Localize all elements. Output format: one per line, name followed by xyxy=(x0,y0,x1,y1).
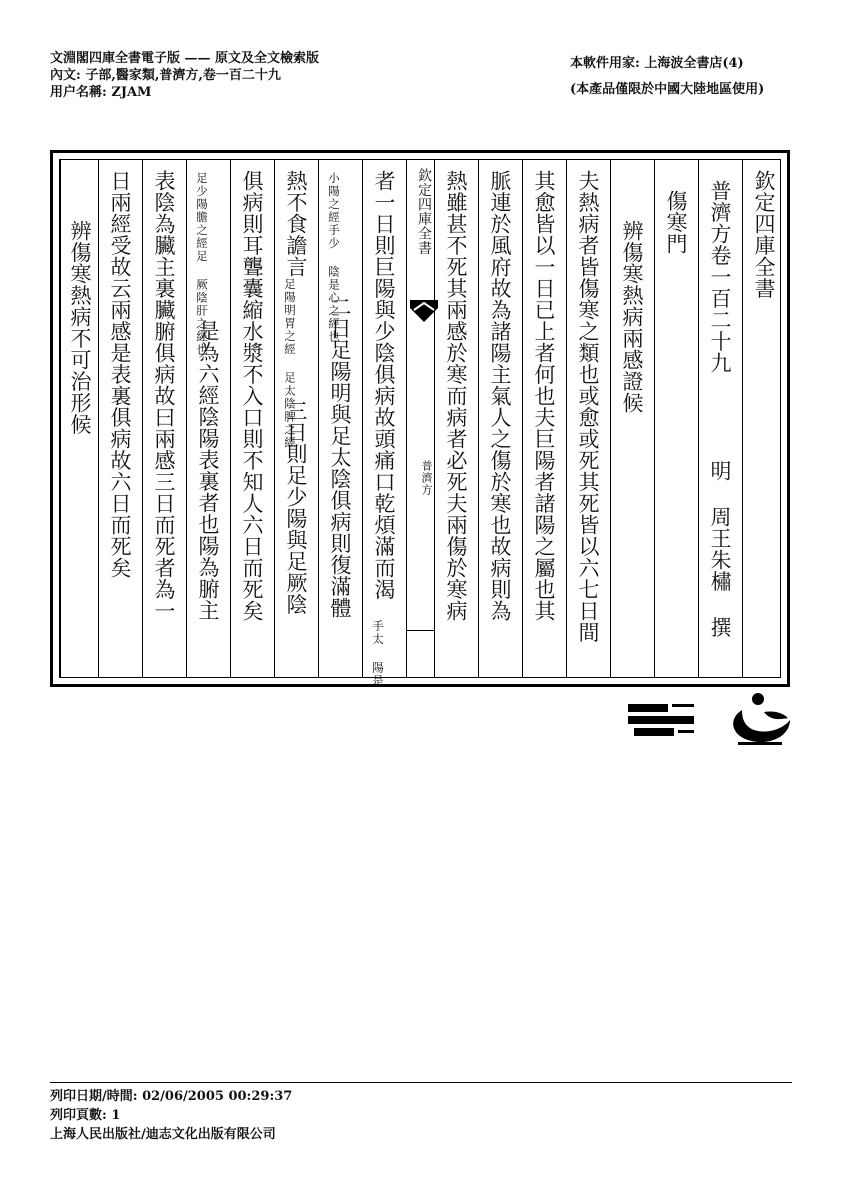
region-notice: (本產品僅限於中國大陸地區使用) xyxy=(570,82,765,97)
next-section-title: 辨傷寒熱病不可治形候 xyxy=(68,220,92,435)
column-12 xyxy=(230,160,274,677)
column-3 xyxy=(654,160,698,677)
text-column-6: 其愈皆以一日已上者何也夫巨陽者諸陽之屬也其 xyxy=(532,170,556,622)
column-5 xyxy=(566,160,610,677)
book-title: 欽定四庫全書 xyxy=(752,170,776,299)
text-column-11a: 熱不食譫言 xyxy=(284,170,308,278)
annotation-column-11: 足陽明胃之經 足太陰脾之經 xyxy=(283,278,297,450)
text-column-12: 俱病則耳聾囊縮水漿不入口則不知人六日而死矣 xyxy=(240,170,264,622)
publisher-logo-bars-icon xyxy=(628,700,698,742)
content-path: 內文: 子部,醫家類,普濟方,卷一百二十九 xyxy=(50,68,281,83)
column-16 xyxy=(60,160,98,677)
print-page-count: 列印頁數: 1 xyxy=(50,1108,121,1123)
center-book-title: 欽定四庫全書 xyxy=(416,168,432,255)
column-10 xyxy=(318,160,362,677)
section-title: 傷寒門 xyxy=(664,190,688,255)
column-4 xyxy=(610,160,654,677)
author-line: 明 周王朱橚 撰 xyxy=(708,460,732,638)
column-13 xyxy=(186,160,230,677)
header-right xyxy=(570,55,800,107)
text-column-5: 夫熱病者皆傷寒之類也或愈或死其死皆以六七日間 xyxy=(576,170,600,643)
chapter-title: 普濟方卷一百二十九 xyxy=(708,180,732,374)
scan-page-inner xyxy=(59,159,781,688)
edition-title: 文淵閣四庫全書電子版 —— 原文及全文檢索版 xyxy=(50,51,320,66)
column-2 xyxy=(698,160,742,677)
column-6 xyxy=(522,160,566,677)
text-column-7: 脈連於風府故為諸陽主氣人之傷於寒也故病則為 xyxy=(488,170,512,622)
publisher-logo-swirl-icon xyxy=(724,690,794,748)
footer-divider xyxy=(50,1082,792,1083)
column-9 xyxy=(362,160,406,688)
annotation-column-10: 小陽之經手少 陰是心之經也 xyxy=(327,172,341,344)
text-column-10: 二日足陽明與足太陰俱病則復滿體 xyxy=(328,296,352,619)
annotation-column-9: 手太 陽是 xyxy=(371,620,385,688)
column-1 xyxy=(742,160,786,677)
text-column-9: 者一日則巨陽與少陰俱病故頭痛口乾煩滿而渴 xyxy=(372,170,396,600)
center-book-name: 普濟方 xyxy=(420,460,433,496)
fish-tail-mark-icon xyxy=(410,300,438,322)
column-11 xyxy=(274,160,318,677)
column-7 xyxy=(478,160,522,677)
center-fold xyxy=(406,160,434,677)
user-name: 用户名稱: ZJAM xyxy=(50,85,152,100)
scan-page xyxy=(50,150,790,687)
publisher-name: 上海人民出版社/迪志文化出版有限公司 xyxy=(50,1127,276,1142)
column-15 xyxy=(98,160,142,677)
column-14 xyxy=(142,160,186,677)
text-column-13: 是為六經陰陽表裏者也陽為腑主 xyxy=(196,320,220,621)
subsection-title: 辨傷寒熱病兩感證候 xyxy=(620,220,644,414)
text-column-8: 熱雖甚不死其兩感於寒而病者必死夫兩傷於寒病 xyxy=(444,170,468,622)
text-column-15: 日兩經受故云兩感是表裏俱病故六日而死矣 xyxy=(108,170,132,579)
footer xyxy=(50,1087,292,1144)
text-column-14: 表陰為臟主裏臟腑俱病故曰兩感三日而死者為一 xyxy=(152,170,176,622)
print-datetime: 列印日期/時間: 02/06/2005 00:29:37 xyxy=(50,1089,293,1104)
licensee-text: 本軟件用家: 上海波全書店(4) xyxy=(570,56,744,71)
header-left xyxy=(50,50,319,101)
annotation-column-13: 足少陽膽之經足 厥陰肝之經也 xyxy=(195,172,209,357)
text-column-11b: 三日則足少陽與足厥陰 xyxy=(284,400,308,615)
center-divider xyxy=(407,630,434,631)
column-8 xyxy=(434,160,478,677)
